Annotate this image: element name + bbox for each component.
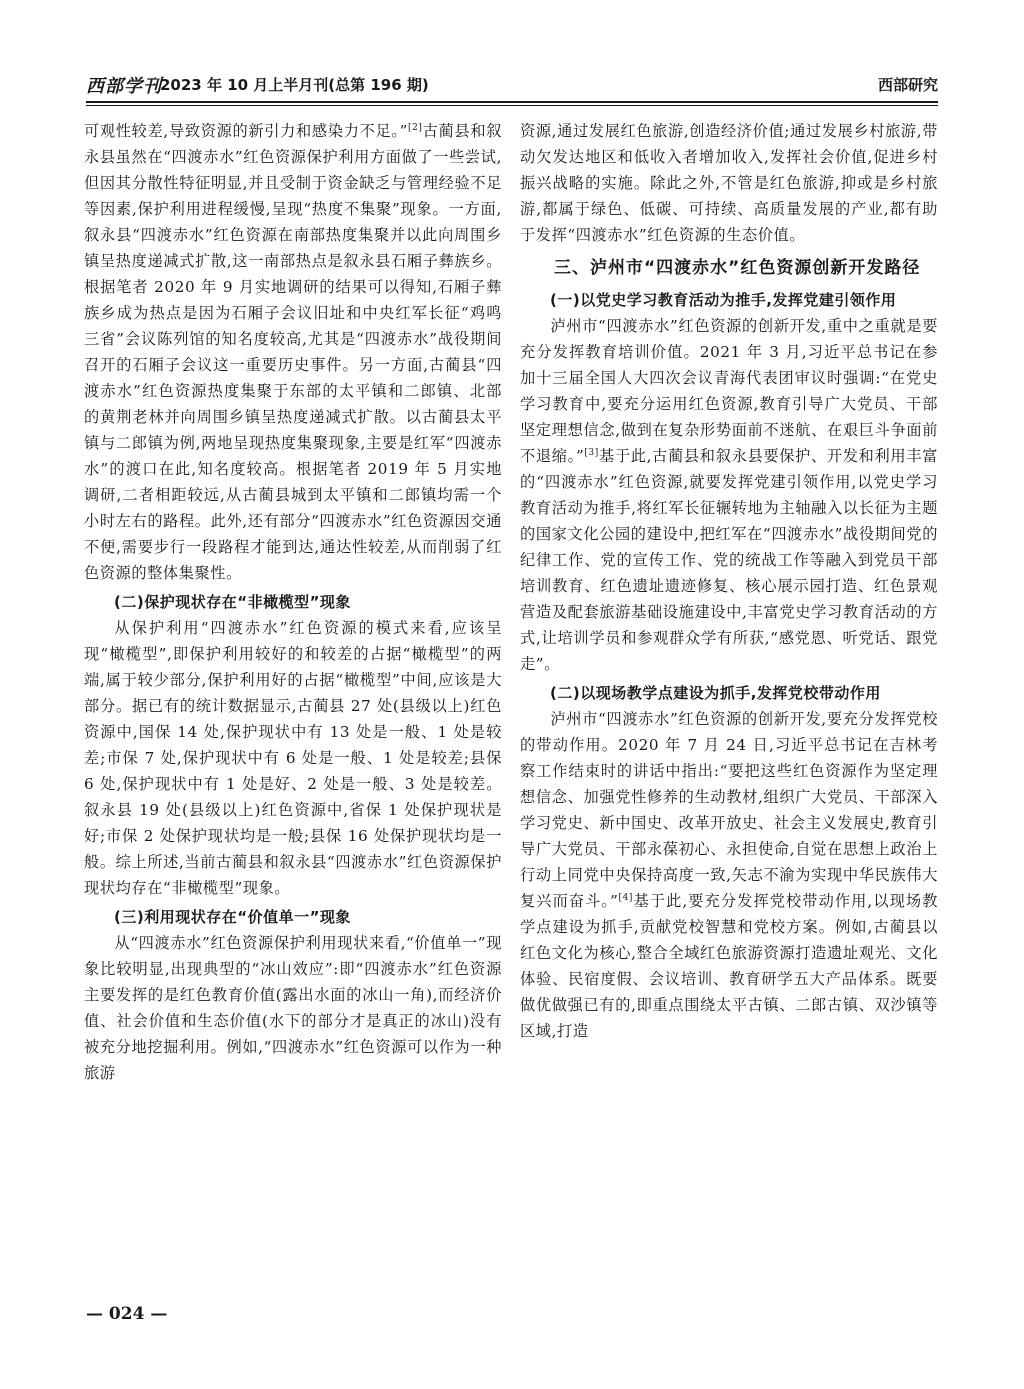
subsection-heading: (三)利用现状存在“价值单一”现象 [114, 908, 351, 926]
citation-ref: [4] [618, 892, 634, 903]
page-header [86, 72, 938, 100]
section-name: 西部研究 [877, 76, 938, 94]
section-heading: 三、泸州市“四渡赤水”红色资源创新开发路径 [554, 258, 921, 278]
header-rule-thick [86, 101, 938, 103]
citation-ref: [3] [584, 447, 599, 458]
journal-logo: 西部学刊 [86, 76, 162, 97]
left-column [84, 118, 502, 1298]
subsection-heading: (二)以现场教学点建设为抓手,发挥党校带动作用 [550, 684, 881, 702]
page-number: — 024 — [86, 1304, 168, 1324]
right-column [520, 118, 938, 1298]
paragraph: 可观性较差,导致资源的新引力和感染力不足。”[2]古蔺县和叙永县虽然在“四渡赤水”红色资源保护利用方面做了一些尝试,但因其分散性特征明显,并且受制于资金缺乏与管理经验不足等因素,保护利用进程缓慢,呈现“热度不集聚”现象。一方面,叙永县“四渡赤水”红色资源在南部热度集聚并以此向周围乡镇呈热度递减式扩散,这一南部热点是叙永县石厢子彝族乡。根据笔者 2020 年 9 月实地调研的结果可以得知,石厢子彝族乡成为热点是因为石厢子会议旧址和中央红军长征“鸡鸣三省”会议陈列馆的知名度较高,尤其是“四渡赤水”战役期间召开的石厢子会议这一重要历史事件。另一方面,古蔺县“四渡赤水”红色资源热度集聚于东部的太平镇和二郎镇、北部的黄荆老林并向周围乡镇呈热度递减式扩散。以古蔺县太平镇与二郎镇为例,两地呈现热度集聚现象,主要是红军“四渡赤水”的渡口在此,知名度较高。根据笔者 2019 年 5 月实地调研,二者相距较远,从古蔺县城到太平镇和二郎镇均需一个小时左右的路程。此外,还有部分“四渡赤水”红色资源因交通不便,需要步行一段路程才能到达,通达性较差,从而削弱了红色资源的整体集聚性。 [84, 122, 502, 582]
paragraph: 从保护利用“四渡赤水”红色资源的模式来看,应该呈现“橄榄型”,即保护利用较好的和较差的占据“橄榄型”的两端,属于较少部分,保护利用好的占据“橄榄型”中间,应该是大部分。据已有的统计数据显示,古蔺县 27 处(县级以上)红色资源中,国保 14 处,保护现状中有 13 处是一般、1 处是较差;市保 7 处,保护现状中有 6 处是一般、1 处是较差;县保 6 处,保护现状中有 1 处是好、2 处是一般、3 处是较差。叙永县 19 处(县级以上)红色资源中,省保 1 处保护现状是好;市保 2 处保护现状均是一般;县保 16 处保护现状均是一般。综上所述,当前古蔺县和叙永县“四渡赤水”红色资源保护现状均存在“非橄榄型”现象。 [84, 619, 502, 897]
paragraph: 从“四渡赤水”红色资源保护利用现状来看,“价值单一”现象比较明显,出现典型的“冰山效应”:即“四渡赤水”红色资源主要发挥的是红色教育价值(露出水面的冰山一角),而经济价值、社会价值和生态价值(水下的部分才是真正的冰山)没有被充分地挖掘利用。例如,“四渡赤水”红色资源可以作为一种旅游 [84, 934, 502, 1082]
subsection-heading: (二)保护现状存在“非橄榄型”现象 [114, 593, 351, 611]
issue-info: 2023 年 10 月上半月刊(总第 196 期) [160, 76, 429, 94]
subsection-heading: (一)以党史学习教育活动为推手,发挥党建引领作用 [550, 291, 897, 309]
paragraph: 资源,通过发展红色旅游,创造经济价值;通过发展乡村旅游,带动欠发达地区和低收入者增加收入,发挥社会价值,促进乡村振兴战略的实施。除此之外,不管是红色旅游,抑或是乡村旅游,都属于绿色、低碳、可持续、高质量发展的产业,都有助于发挥“四渡赤水”红色资源的生态价值。 [520, 122, 938, 244]
header-rule-thin [86, 105, 938, 106]
citation-ref: [2] [408, 122, 423, 133]
paragraph: 泸州市“四渡赤水”红色资源的创新开发,重中之重就是要充分发挥教育培训价值。2021 年 3 月,习近平总书记在参加十三届全国人大四次会议青海代表团审议时强调:“在党史学习教育中,要充分运用红色资源,教育引导广大党员、干部坚定理想信念,做到在复杂形势面前不迷航、在艰巨斗争面前不退缩。”[3]基于此,古蔺县和叙永县要保护、开发和利用丰富的“四渡赤水”红色资源,就要发挥党建引领作用,以党史学习教育活动为推手,将红军长征辗转地为主轴融入以长征为主题的国家文化公园的建设中,把红军在“四渡赤水”战役期间党的纪律工作、党的宣传工作、党的统战工作等融入到党员干部培训教育、红色遗址遗迹修复、核心展示园打造、红色景观营造及配套旅游基础设施建设中,丰富党史学习教育活动的方式,让培训学员和参观群众学有所获,“感党恩、听党话、跟党走”。 [520, 317, 938, 673]
paragraph: 泸州市“四渡赤水”红色资源的创新开发,要充分发挥党校的带动作用。2020 年 7 月 24 日,习近平总书记在吉林考察工作结束时的讲话中指出:“要把这些红色资源作为坚定理想信念、加强党性修养的生动教材,组织广大党员、干部深入学习党史、新中国史、改革开放史、社会主义发展史,教育引导广大党员、干部永葆初心、永担使命,自觉在思想上政治上行动上同党中央保持高度一致,矢志不渝为实现中华民族伟大复兴而奋斗。”[4]基于此,要充分发挥党校带动作用,以现场教学点建设为抓手,贡献党校智慧和党校方案。例如,古蔺县以红色文化为核心,整合全域红色旅游资源打造遗址观光、文化体验、民宿度假、会议培训、教育研学五大产品体系。既要做优做强已有的,即重点围绕太平古镇、二郎古镇、双沙镇等区域,打造 [520, 710, 938, 1040]
